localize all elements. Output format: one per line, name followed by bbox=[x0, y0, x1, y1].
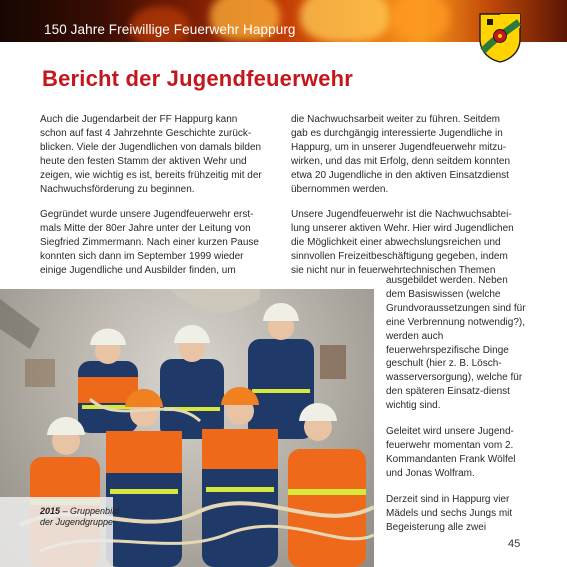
left-text-column bbox=[40, 113, 263, 290]
flame-decoration bbox=[390, 0, 450, 38]
right-text-column bbox=[291, 113, 519, 278]
page-number: 45 bbox=[508, 538, 521, 550]
page-title: Bericht der Jugendfeuerwehr bbox=[42, 66, 354, 91]
paragraph: Unsere Jugendfeuerwehr ist die Nachwuchsabtei-lung unserer aktiven Wehr. Hier wird Jugendlichen die Möglichkeit einer abwechslungsreichen und sinnvollen Freizeitbeschäftigung gegeben, indem sie nicht nur in feuerwehrtechnischen Themen bbox=[291, 209, 514, 277]
narrow-text-column bbox=[386, 274, 526, 546]
paragraph: Gegründet wurde unsere Jugendfeuerwehr erst-mals Mitte der 80er Jahre unter der Leitung von Siegfried Zimmermann. Nach einer kurzen Pause konnten sich dann im September 1999 wieder einige Jugendliche und Ausbilder finden, um bbox=[40, 209, 259, 277]
paragraph: ausgebildet werden. Neben dem Basiswissen (welche Grundvoraussetzungen sind für eine Verbrennung notwendig?), werden auch feuerwehrspezifische Dinge geschult (hier z. B. Lösch-wasserversorgung), welche für den späteren Einsatz-dienst wichtig sind. bbox=[386, 275, 526, 412]
caption-text: – Gruppenbild der Jugendgruppe bbox=[40, 506, 120, 527]
paragraph: die Nachwuchsarbeit weiter zu führen. Seitdem gab es durchgängig interessierte Jugendliche in Happurg, um in unserer Jugendfeuerwehr mitzu-wirken, und das mit Erfolg, denn seitdem konnten etwa 20 Jugendliche in den aktiven Einsatzdienst übernommen werden. bbox=[291, 114, 511, 195]
paragraph: Auch die Jugendarbeit der FF Happurg kann schon auf fast 4 Jahrzehnte Geschichte zurück-blicken. Viele der Jugendlichen von damals bilden heute den festen Stamm der aktiven Wehr und zeigen, wie wichtig es ist, bereits frühzeitig mit der Nachwuchsförderung zu beginnen. bbox=[40, 114, 262, 195]
paragraph: Derzeit sind in Happurg vier Mädels und sechs Jungs mit Begeisterung alle zwei bbox=[386, 493, 513, 533]
flame-decoration bbox=[300, 0, 390, 42]
photo-caption bbox=[40, 506, 120, 528]
header-title: 150 Jahre Freiwillige Feuerwehr Happurg bbox=[44, 22, 296, 37]
caption-year: 2015 bbox=[40, 506, 61, 516]
paragraph: Geleitet wird unsere Jugend-feuerwehr momentan vom 2. Kommandanten Frank Wölfel und Jonas Wolfram. bbox=[386, 426, 516, 479]
coat-of-arms-icon bbox=[479, 13, 521, 63]
